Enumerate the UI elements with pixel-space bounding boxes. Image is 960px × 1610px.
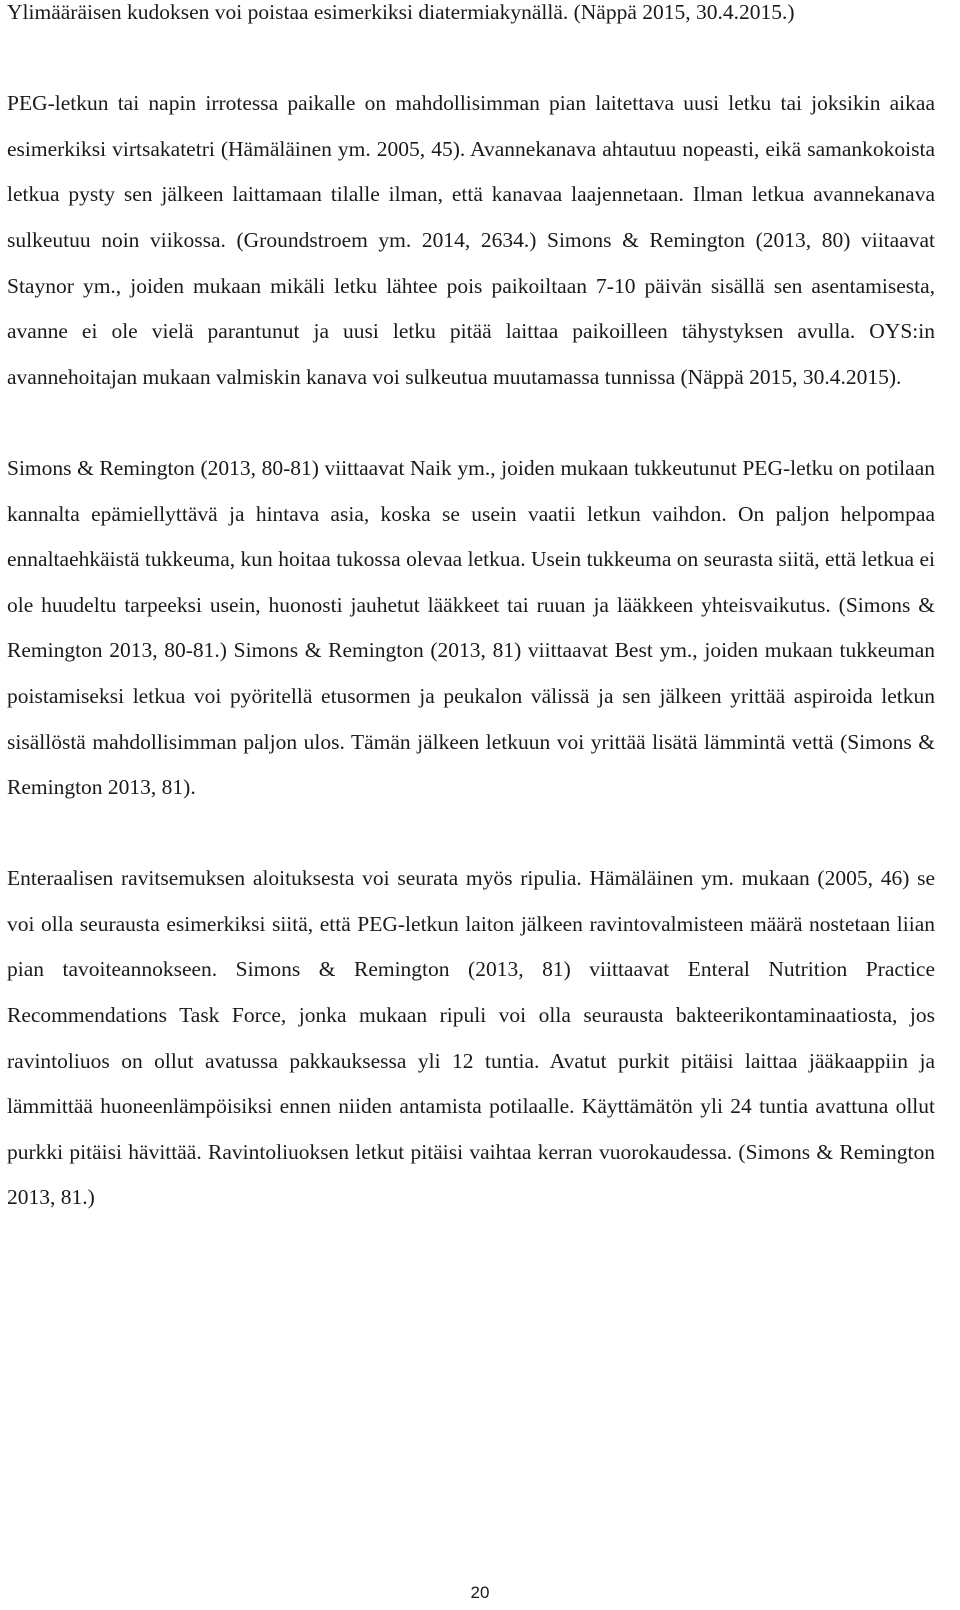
page-number: 20	[470, 1583, 490, 1602]
body-text	[7, 0, 935, 1221]
paragraph-peg-tube-dislodged: PEG-letkun tai napin irrotessa paikalle on mahdollisimman pian laitettava uusi letku tai joksikin aikaa esimerkiksi virtsakatetri (Hämäläinen ym. 2005, 45). Avannekanava ahtautuu nopeasti, eikä samankokoista letkua pysty sen jälkeen laittamaan tilalle ilman, että kanavaa laajennetaan. Ilman letkua avannekanava sulkeutuu noin viikossa. (Groundstroem ym. 2014, 2634.) Simons & Remington (2013, 80) viitaavat Staynor ym., joiden mukaan mikäli letku lähtee pois paikoiltaan 7-10 päivän sisällä sen asentamisesta, avanne ei ole vielä parantunut ja uusi letku pitää laittaa paikoilleen tähystyksen avulla. OYS:in avannehoitajan mukaan valmiskin kanava voi sulkeutua muutamassa tunnissa (Näppä 2015, 30.4.2015).	[7, 91, 935, 389]
paragraph-diarrhea: Enteraalisen ravitsemuksen aloituksesta voi seurata myös ripulia. Hämäläinen ym. mukaan (2005, 46) se voi olla seurausta esimerkiksi siitä, että PEG-letkun laiton jälkeen ravintovalmisteen määrä nostetaan liian pian tavoiteannokseen. Simons & Remington (2013, 81) viittaavat Enteral Nutrition Practice Recommendations Task Force, jonka mukaan ripuli voi olla seurausta bakteerikontaminaatiosta, jos ravintoliuos on ollut avatussa pakkauksessa yli 12 tuntia. Avatut purkit pitäisi laittaa jääkaappiin ja lämmittää huoneenlämpöisiksi ennen niiden antamista potilaalle. Käyttämätön yli 24 tuntia avattuna ollut purkki pitäisi hävittää. Ravintoliuoksen letkut pitäisi vaihtaa kerran vuorokaudessa. (Simons & Remington 2013, 81.)	[7, 866, 935, 1210]
paragraph-tube-blockage: Simons & Remington (2013, 80-81) viittaavat Naik ym., joiden mukaan tukkeutunut PEG-letku on potilaan kannalta epämiellyttävä ja hintava asia, koska se usein vaatii letkun vaihdon. On paljon helpompaa ennaltaehkäistä tukkeuma, kun hoitaa tukossa olevaa letkua. Usein tukkeuma on seurasta siitä, että letkua ei ole huudeltu tarpeeksi usein, huonosti jauhetut lääkkeet tai ruuan ja lääkkeen yhteisvaikutus. (Simons & Remington 2013, 80-81.) Simons & Remington (2013, 81) viittaavat Best ym., joiden mukaan tukkeuman poistamiseksi letkua voi pyöritellä etusormen ja peukalon välissä ja sen jälkeen yrittää aspiroida letkun sisällöstä mahdollisimman paljon ulos. Tämän jälkeen letkuun voi yrittää lisätä lämmintä vettä (Simons & Remington 2013, 81).	[7, 455, 935, 800]
paragraph-tissue-removal: Ylimääräisen kudoksen voi poistaa esimerkiksi diatermiakynällä. (Näppä 2015, 30.4.2015.)	[7, 0, 795, 24]
